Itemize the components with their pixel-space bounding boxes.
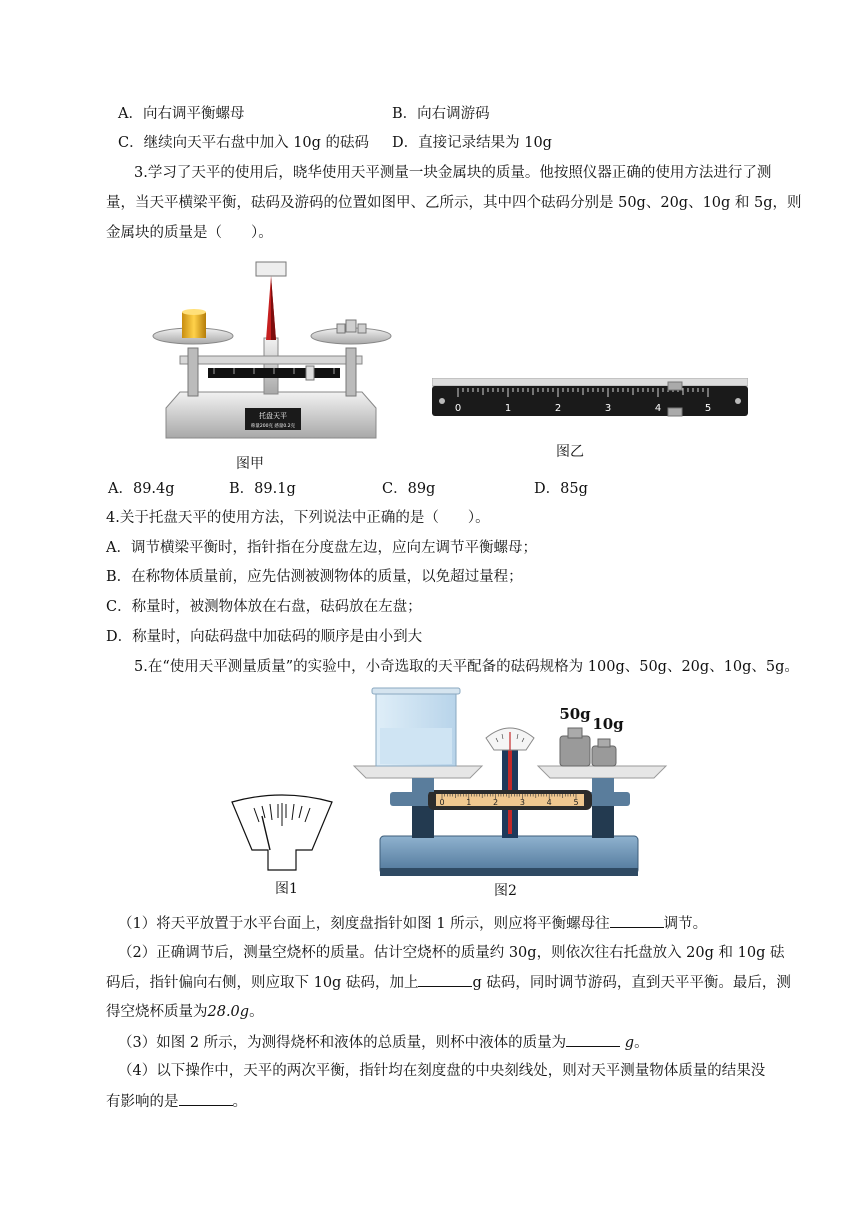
option-c-prev: C．继续向天平右盘中加入 10g 的砝码: [118, 135, 370, 151]
q5-part2-line2: [106, 972, 791, 993]
q5-part2-text-c: 得空烧杯质量为: [106, 1004, 208, 1020]
option-a-prev: A．向右调平衡螺母: [118, 106, 245, 122]
q4-option-d: D．称量时，向砝码盘中加砝码的顺序是由小到大: [106, 629, 423, 645]
q5-part1-end: 调节。: [663, 916, 708, 932]
balance-label-title: 托盘天平: [259, 412, 287, 420]
ruler-tick-label: 2: [554, 403, 562, 414]
balance-label-sub: 称量200克 感量0.2克: [250, 424, 296, 429]
q3-stem-line2: 量，当天平横梁平衡，砝码及游码的位置如图甲、乙所示，其中四个砝码分别是 50g、20g、10g 和 5g，则: [106, 195, 802, 211]
q5-stem: 5.在“使用天平测量质量”的实验中，小奇选取的天平配备的砝码规格为 100g、50g、20g、10g、5g。: [134, 659, 799, 675]
q5-part3-text: （3）如图 2 所示，为测得烧杯和液体的总质量，则杯中液体的质量为: [118, 1035, 567, 1051]
ruler-tick-label: 3: [604, 403, 612, 414]
scale-tick-label: 2: [493, 798, 499, 807]
weight-10g-label: 10g: [592, 715, 624, 733]
figure-yi-ruler: [432, 378, 748, 418]
q4-option-c: C．称量时，被测物体放在右盘，砝码放在左盘；: [106, 599, 422, 615]
scale-tick-label: 0: [439, 798, 445, 807]
q3-stem-line1: 3.学习了天平的使用后，晓华使用天平测量一块金属块的质量。他按照仪器正确的使用方法进行了测: [134, 165, 772, 181]
q3-stem-line3: 金属块的质量是（ ）。: [106, 225, 273, 241]
option-b-prev: B．向右调游码: [392, 106, 490, 122]
q5-part1: [118, 913, 707, 934]
q3-option-b: B．89.1g: [229, 481, 296, 497]
q5-part2-line1: （2）正确调节后，测量空烧杯的质量。估计空烧杯的质量约 30g，则依次往右托盘放入 20g 和 10g 砝: [118, 945, 785, 961]
figure-jia-caption: 图甲: [236, 456, 264, 472]
q5-part3-end: 。: [634, 1035, 649, 1051]
q3-option-c: C．89g: [382, 481, 436, 497]
q5-part2-text-a: 码后，指针偏向右侧，则应取下 10g 砝码，加上: [106, 975, 419, 991]
option-d-prev: D．直接记录结果为 10g: [392, 135, 552, 151]
q5-part4-line1: （4）以下操作中，天平的两次平衡，指针均在刻度盘的中央刻线处，则对天平测量物体质量的结果没: [118, 1063, 766, 1079]
q3-option-d: D．85g: [534, 481, 588, 497]
q5-part4-line2: [106, 1091, 247, 1112]
figure-yi-caption: 图乙: [556, 444, 584, 460]
q5-part3-blank[interactable]: [566, 1032, 620, 1047]
figure-jia-balance: [150, 258, 392, 448]
q4-option-a: A．调节横梁平衡时，指针指在分度盘左边，应向左调节平衡螺母；: [106, 540, 537, 556]
ruler-tick-label: 0: [454, 403, 462, 414]
q5-part1-text: （1）将天平放置于水平台面上，刻度盘指针如图 1 所示，则应将平衡螺母往: [118, 916, 610, 932]
scale-tick-label: 1: [466, 798, 472, 807]
figure-2-balance: [350, 686, 670, 882]
q5-part4-text-b: 。: [232, 1094, 247, 1110]
q5-part3: [118, 1032, 649, 1053]
weight-50g-label: 50g: [559, 705, 591, 723]
q5-part2-blank[interactable]: [418, 972, 472, 987]
scale-tick-label: 4: [546, 798, 552, 807]
q4-option-b: B．在称物体质量前，应先估测被测物体的质量，以免超过量程；: [106, 569, 523, 585]
q5-part1-blank[interactable]: [610, 913, 664, 928]
ruler-tick-label: 5: [704, 403, 712, 414]
q5-part2-text-b: g 砝码，同时调节游码，直到天平平衡。最后，测: [472, 975, 791, 991]
figure-1-caption: 图1: [275, 881, 298, 897]
q5-part2-text-d: 。: [249, 1004, 264, 1020]
scale-tick-label: 3: [519, 798, 525, 807]
q5-part2-value: 28.0g: [207, 1004, 250, 1020]
q5-part4-text-a: 有影响的是: [106, 1094, 179, 1110]
figure-1-dial: [226, 792, 338, 874]
q5-part4-blank[interactable]: [179, 1091, 233, 1106]
figure-2-caption: 图2: [494, 883, 517, 899]
scale-tick-label: 5: [573, 798, 579, 807]
ruler-tick-label: 1: [504, 403, 512, 414]
q3-option-a: A．89.4g: [108, 481, 175, 497]
q5-part2-line3: [106, 1002, 264, 1022]
q5-part3-unit: g: [624, 1035, 635, 1051]
ruler-tick-label: 4: [654, 403, 662, 414]
q4-stem: 4.关于托盘天平的使用方法，下列说法中正确的是（ ）。: [106, 510, 490, 526]
